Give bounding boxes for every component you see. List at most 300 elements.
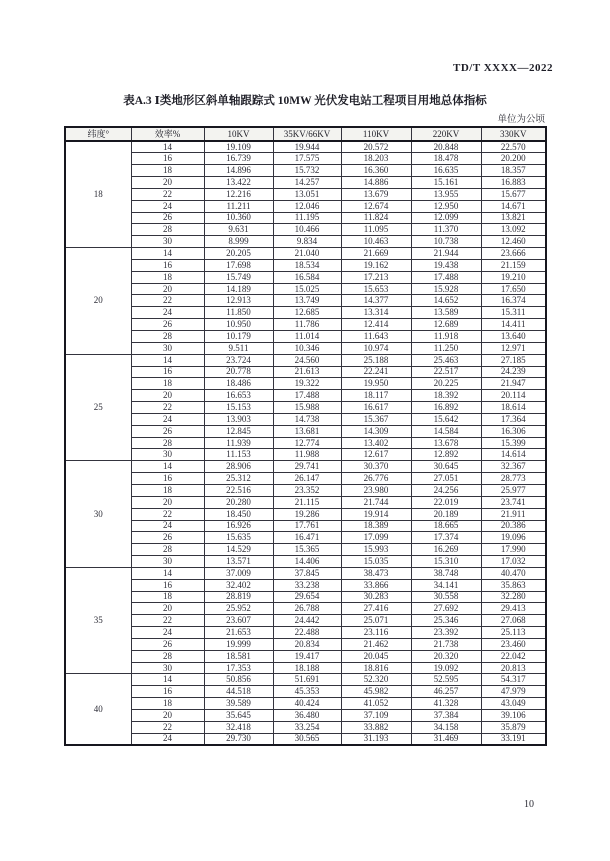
value-cell: 9.511 <box>204 342 273 354</box>
value-cell: 17.353 <box>204 662 273 674</box>
value-cell: 15.642 <box>411 413 481 425</box>
table-row <box>65 331 546 343</box>
value-cell: 44.518 <box>204 686 273 698</box>
value-cell: 16.635 <box>411 165 481 177</box>
value-cell: 20.320 <box>411 650 481 662</box>
efficiency-cell: 20 <box>131 710 204 722</box>
value-cell: 25.346 <box>411 615 481 627</box>
latitude-cell: 20 <box>65 248 131 355</box>
efficiency-cell: 22 <box>131 721 204 733</box>
value-cell: 11.824 <box>341 212 411 224</box>
value-cell: 13.679 <box>341 188 411 200</box>
efficiency-cell: 26 <box>131 425 204 437</box>
value-cell: 16.739 <box>204 153 273 165</box>
value-cell: 12.774 <box>273 437 341 449</box>
value-cell: 29.730 <box>204 733 273 745</box>
value-cell: 15.928 <box>411 283 481 295</box>
value-cell: 18.486 <box>204 378 273 390</box>
table-row <box>65 461 546 473</box>
value-cell: 22.488 <box>273 627 341 639</box>
value-cell: 52.595 <box>411 674 481 686</box>
value-cell: 20.280 <box>204 496 273 508</box>
table-row <box>65 556 546 568</box>
table-row <box>65 437 546 449</box>
value-cell: 15.653 <box>341 283 411 295</box>
value-cell: 19.417 <box>273 650 341 662</box>
value-cell: 14.652 <box>411 295 481 307</box>
efficiency-cell: 20 <box>131 177 204 189</box>
value-cell: 16.269 <box>411 544 481 556</box>
table-row <box>65 496 546 508</box>
value-cell: 25.312 <box>204 473 273 485</box>
table-row <box>65 544 546 556</box>
value-cell: 33.254 <box>273 721 341 733</box>
value-cell: 22.019 <box>411 496 481 508</box>
value-cell: 16.306 <box>481 425 546 437</box>
value-cell: 17.650 <box>481 283 546 295</box>
value-cell: 14.896 <box>204 165 273 177</box>
efficiency-cell: 24 <box>131 520 204 532</box>
value-cell: 21.944 <box>411 248 481 260</box>
value-cell: 20.572 <box>341 141 411 153</box>
value-cell: 15.035 <box>341 556 411 568</box>
efficiency-cell: 22 <box>131 295 204 307</box>
value-cell: 12.216 <box>204 188 273 200</box>
table-row <box>65 177 546 189</box>
efficiency-cell: 24 <box>131 200 204 212</box>
value-cell: 22.241 <box>341 366 411 378</box>
efficiency-cell: 22 <box>131 402 204 414</box>
value-cell: 17.364 <box>481 413 546 425</box>
value-cell: 32.367 <box>481 461 546 473</box>
value-cell: 25.071 <box>341 615 411 627</box>
table-row <box>65 603 546 615</box>
value-cell: 27.416 <box>341 603 411 615</box>
value-cell: 32.280 <box>481 591 546 603</box>
value-cell: 18.389 <box>341 520 411 532</box>
table-row <box>65 638 546 650</box>
value-cell: 38.473 <box>341 567 411 579</box>
value-cell: 13.422 <box>204 177 273 189</box>
column-header: 220KV <box>411 127 481 141</box>
value-cell: 8.999 <box>204 236 273 248</box>
value-cell: 15.635 <box>204 532 273 544</box>
table-row <box>65 390 546 402</box>
value-cell: 14.614 <box>481 449 546 461</box>
efficiency-cell: 24 <box>131 307 204 319</box>
value-cell: 37.009 <box>204 567 273 579</box>
value-cell: 13.640 <box>481 331 546 343</box>
value-cell: 20.205 <box>204 248 273 260</box>
value-cell: 13.402 <box>341 437 411 449</box>
table-row <box>65 674 546 686</box>
efficiency-cell: 26 <box>131 212 204 224</box>
value-cell: 16.926 <box>204 520 273 532</box>
efficiency-cell: 26 <box>131 319 204 331</box>
value-cell: 21.115 <box>273 496 341 508</box>
value-cell: 12.892 <box>411 449 481 461</box>
value-cell: 35.645 <box>204 710 273 722</box>
value-cell: 18.392 <box>411 390 481 402</box>
value-cell: 21.744 <box>341 496 411 508</box>
value-cell: 19.109 <box>204 141 273 153</box>
value-cell: 16.617 <box>341 402 411 414</box>
table-row <box>65 295 546 307</box>
value-cell: 15.153 <box>204 402 273 414</box>
table-row <box>65 212 546 224</box>
efficiency-cell: 16 <box>131 153 204 165</box>
value-cell: 21.613 <box>273 366 341 378</box>
efficiency-cell: 28 <box>131 544 204 556</box>
value-cell: 21.040 <box>273 248 341 260</box>
column-header: 效率% <box>131 127 204 141</box>
efficiency-cell: 14 <box>131 354 204 366</box>
latitude-cell: 25 <box>65 354 131 461</box>
value-cell: 12.099 <box>411 212 481 224</box>
value-cell: 18.357 <box>481 165 546 177</box>
value-cell: 14.584 <box>411 425 481 437</box>
table-row <box>65 686 546 698</box>
value-cell: 18.188 <box>273 662 341 674</box>
table-body <box>65 141 546 745</box>
table-row <box>65 402 546 414</box>
value-cell: 15.988 <box>273 402 341 414</box>
value-cell: 18.581 <box>204 650 273 662</box>
value-cell: 15.749 <box>204 271 273 283</box>
value-cell: 40.424 <box>273 698 341 710</box>
value-cell: 45.353 <box>273 686 341 698</box>
value-cell: 37.384 <box>411 710 481 722</box>
value-cell: 17.213 <box>341 271 411 283</box>
value-cell: 19.092 <box>411 662 481 674</box>
table-row <box>65 591 546 603</box>
value-cell: 22.042 <box>481 650 546 662</box>
value-cell: 36.480 <box>273 710 341 722</box>
value-cell: 33.191 <box>481 733 546 745</box>
table-row <box>65 520 546 532</box>
table-row <box>65 259 546 271</box>
latitude-cell: 40 <box>65 674 131 745</box>
value-cell: 30.370 <box>341 461 411 473</box>
page-number: 10 <box>524 799 534 810</box>
value-cell: 28.906 <box>204 461 273 473</box>
value-cell: 11.918 <box>411 331 481 343</box>
value-cell: 11.095 <box>341 224 411 236</box>
value-cell: 35.863 <box>481 579 546 591</box>
land-use-indicator-table <box>64 126 547 746</box>
value-cell: 19.438 <box>411 259 481 271</box>
table-row <box>65 354 546 366</box>
value-cell: 37.845 <box>273 567 341 579</box>
value-cell: 15.677 <box>481 188 546 200</box>
value-cell: 17.990 <box>481 544 546 556</box>
value-cell: 27.068 <box>481 615 546 627</box>
value-cell: 14.377 <box>341 295 411 307</box>
value-cell: 41.328 <box>411 698 481 710</box>
value-cell: 33.882 <box>341 721 411 733</box>
efficiency-cell: 28 <box>131 224 204 236</box>
value-cell: 23.666 <box>481 248 546 260</box>
value-cell: 12.845 <box>204 425 273 437</box>
value-cell: 10.738 <box>411 236 481 248</box>
table-row <box>65 473 546 485</box>
value-cell: 19.210 <box>481 271 546 283</box>
value-cell: 18.203 <box>341 153 411 165</box>
efficiency-cell: 22 <box>131 508 204 520</box>
value-cell: 26.776 <box>341 473 411 485</box>
value-cell: 23.741 <box>481 496 546 508</box>
value-cell: 13.903 <box>204 413 273 425</box>
value-cell: 50.856 <box>204 674 273 686</box>
efficiency-cell: 18 <box>131 591 204 603</box>
value-cell: 12.460 <box>481 236 546 248</box>
value-cell: 16.892 <box>411 402 481 414</box>
value-cell: 25.952 <box>204 603 273 615</box>
value-cell: 20.225 <box>411 378 481 390</box>
efficiency-cell: 30 <box>131 662 204 674</box>
value-cell: 24.442 <box>273 615 341 627</box>
value-cell: 14.411 <box>481 319 546 331</box>
value-cell: 34.141 <box>411 579 481 591</box>
value-cell: 29.654 <box>273 591 341 603</box>
value-cell: 39.589 <box>204 698 273 710</box>
efficiency-cell: 28 <box>131 650 204 662</box>
value-cell: 16.471 <box>273 532 341 544</box>
value-cell: 43.049 <box>481 698 546 710</box>
value-cell: 12.617 <box>341 449 411 461</box>
value-cell: 16.374 <box>481 295 546 307</box>
value-cell: 29.413 <box>481 603 546 615</box>
value-cell: 13.678 <box>411 437 481 449</box>
value-cell: 20.045 <box>341 650 411 662</box>
value-cell: 19.322 <box>273 378 341 390</box>
efficiency-cell: 14 <box>131 248 204 260</box>
value-cell: 20.114 <box>481 390 546 402</box>
value-cell: 35.879 <box>481 721 546 733</box>
table-row <box>65 627 546 639</box>
value-cell: 25.977 <box>481 484 546 496</box>
value-cell: 19.944 <box>273 141 341 153</box>
value-cell: 15.365 <box>273 544 341 556</box>
value-cell: 11.370 <box>411 224 481 236</box>
value-cell: 14.671 <box>481 200 546 212</box>
efficiency-cell: 20 <box>131 390 204 402</box>
latitude-cell: 18 <box>65 141 131 248</box>
value-cell: 14.529 <box>204 544 273 556</box>
value-cell: 16.883 <box>481 177 546 189</box>
value-cell: 18.665 <box>411 520 481 532</box>
value-cell: 25.113 <box>481 627 546 639</box>
efficiency-cell: 26 <box>131 532 204 544</box>
table-row <box>65 710 546 722</box>
efficiency-cell: 20 <box>131 603 204 615</box>
value-cell: 22.517 <box>411 366 481 378</box>
efficiency-cell: 14 <box>131 567 204 579</box>
value-cell: 18.614 <box>481 402 546 414</box>
value-cell: 18.117 <box>341 390 411 402</box>
table-row <box>65 615 546 627</box>
value-cell: 14.886 <box>341 177 411 189</box>
value-cell: 11.850 <box>204 307 273 319</box>
value-cell: 10.974 <box>341 342 411 354</box>
efficiency-cell: 14 <box>131 461 204 473</box>
value-cell: 13.314 <box>341 307 411 319</box>
efficiency-cell: 22 <box>131 188 204 200</box>
value-cell: 11.014 <box>273 331 341 343</box>
value-cell: 11.988 <box>273 449 341 461</box>
value-cell: 15.732 <box>273 165 341 177</box>
value-cell: 23.607 <box>204 615 273 627</box>
value-cell: 15.310 <box>411 556 481 568</box>
value-cell: 10.360 <box>204 212 273 224</box>
value-cell: 30.645 <box>411 461 481 473</box>
value-cell: 28.773 <box>481 473 546 485</box>
value-cell: 12.046 <box>273 200 341 212</box>
table-row <box>65 307 546 319</box>
value-cell: 11.643 <box>341 331 411 343</box>
table-row <box>65 165 546 177</box>
value-cell: 47.979 <box>481 686 546 698</box>
value-cell: 21.159 <box>481 259 546 271</box>
efficiency-cell: 22 <box>131 615 204 627</box>
value-cell: 11.211 <box>204 200 273 212</box>
value-cell: 30.283 <box>341 591 411 603</box>
value-cell: 17.761 <box>273 520 341 532</box>
efficiency-cell: 16 <box>131 579 204 591</box>
column-header: 10KV <box>204 127 273 141</box>
value-cell: 20.834 <box>273 638 341 650</box>
value-cell: 20.813 <box>481 662 546 674</box>
efficiency-cell: 28 <box>131 437 204 449</box>
table-row <box>65 508 546 520</box>
table-row <box>65 248 546 260</box>
value-cell: 19.286 <box>273 508 341 520</box>
table-row <box>65 283 546 295</box>
table-row <box>65 188 546 200</box>
value-cell: 25.188 <box>341 354 411 366</box>
value-cell: 10.950 <box>204 319 273 331</box>
value-cell: 24.256 <box>411 484 481 496</box>
value-cell: 39.106 <box>481 710 546 722</box>
value-cell: 20.189 <box>411 508 481 520</box>
value-cell: 19.999 <box>204 638 273 650</box>
value-cell: 13.681 <box>273 425 341 437</box>
value-cell: 32.418 <box>204 721 273 733</box>
value-cell: 9.834 <box>273 236 341 248</box>
column-header: 330KV <box>481 127 546 141</box>
value-cell: 15.367 <box>341 413 411 425</box>
efficiency-cell: 16 <box>131 473 204 485</box>
value-cell: 22.516 <box>204 484 273 496</box>
value-cell: 18.450 <box>204 508 273 520</box>
value-cell: 18.534 <box>273 259 341 271</box>
value-cell: 17.698 <box>204 259 273 271</box>
efficiency-cell: 18 <box>131 165 204 177</box>
value-cell: 14.189 <box>204 283 273 295</box>
value-cell: 19.914 <box>341 508 411 520</box>
value-cell: 33.866 <box>341 579 411 591</box>
value-cell: 12.685 <box>273 307 341 319</box>
value-cell: 13.571 <box>204 556 273 568</box>
value-cell: 12.689 <box>411 319 481 331</box>
value-cell: 10.466 <box>273 224 341 236</box>
value-cell: 21.462 <box>341 638 411 650</box>
value-cell: 12.950 <box>411 200 481 212</box>
value-cell: 23.392 <box>411 627 481 639</box>
value-cell: 20.386 <box>481 520 546 532</box>
table-row <box>65 662 546 674</box>
efficiency-cell: 24 <box>131 627 204 639</box>
table-row <box>65 153 546 165</box>
efficiency-cell: 30 <box>131 342 204 354</box>
value-cell: 13.955 <box>411 188 481 200</box>
table-row <box>65 650 546 662</box>
value-cell: 26.147 <box>273 473 341 485</box>
table-row <box>65 200 546 212</box>
efficiency-cell: 28 <box>131 331 204 343</box>
table-row <box>65 733 546 745</box>
value-cell: 11.250 <box>411 342 481 354</box>
table-row <box>65 319 546 331</box>
column-header: 110KV <box>341 127 411 141</box>
efficiency-cell: 24 <box>131 733 204 745</box>
table-row <box>65 236 546 248</box>
table-row <box>65 532 546 544</box>
table-row <box>65 413 546 425</box>
efficiency-cell: 14 <box>131 141 204 153</box>
value-cell: 29.741 <box>273 461 341 473</box>
value-cell: 33.238 <box>273 579 341 591</box>
efficiency-cell: 16 <box>131 366 204 378</box>
value-cell: 13.821 <box>481 212 546 224</box>
value-cell: 31.469 <box>411 733 481 745</box>
efficiency-cell: 14 <box>131 674 204 686</box>
table-header-row <box>65 127 546 141</box>
value-cell: 27.185 <box>481 354 546 366</box>
value-cell: 20.778 <box>204 366 273 378</box>
table-row <box>65 484 546 496</box>
value-cell: 13.092 <box>481 224 546 236</box>
value-cell: 37.109 <box>341 710 411 722</box>
value-cell: 25.463 <box>411 354 481 366</box>
table-row <box>65 425 546 437</box>
value-cell: 17.099 <box>341 532 411 544</box>
value-cell: 19.096 <box>481 532 546 544</box>
value-cell: 10.346 <box>273 342 341 354</box>
column-header: 纬度° <box>65 127 131 141</box>
value-cell: 51.691 <box>273 674 341 686</box>
value-cell: 16.584 <box>273 271 341 283</box>
value-cell: 30.558 <box>411 591 481 603</box>
value-cell: 23.724 <box>204 354 273 366</box>
value-cell: 12.913 <box>204 295 273 307</box>
value-cell: 32.402 <box>204 579 273 591</box>
value-cell: 10.463 <box>341 236 411 248</box>
efficiency-cell: 18 <box>131 484 204 496</box>
value-cell: 13.051 <box>273 188 341 200</box>
value-cell: 23.460 <box>481 638 546 650</box>
value-cell: 23.352 <box>273 484 341 496</box>
value-cell: 21.738 <box>411 638 481 650</box>
table-row <box>65 342 546 354</box>
value-cell: 52.320 <box>341 674 411 686</box>
table-row <box>65 224 546 236</box>
efficiency-cell: 30 <box>131 449 204 461</box>
value-cell: 18.478 <box>411 153 481 165</box>
efficiency-cell: 26 <box>131 638 204 650</box>
value-cell: 15.025 <box>273 283 341 295</box>
column-header: 35KV/66KV <box>273 127 341 141</box>
